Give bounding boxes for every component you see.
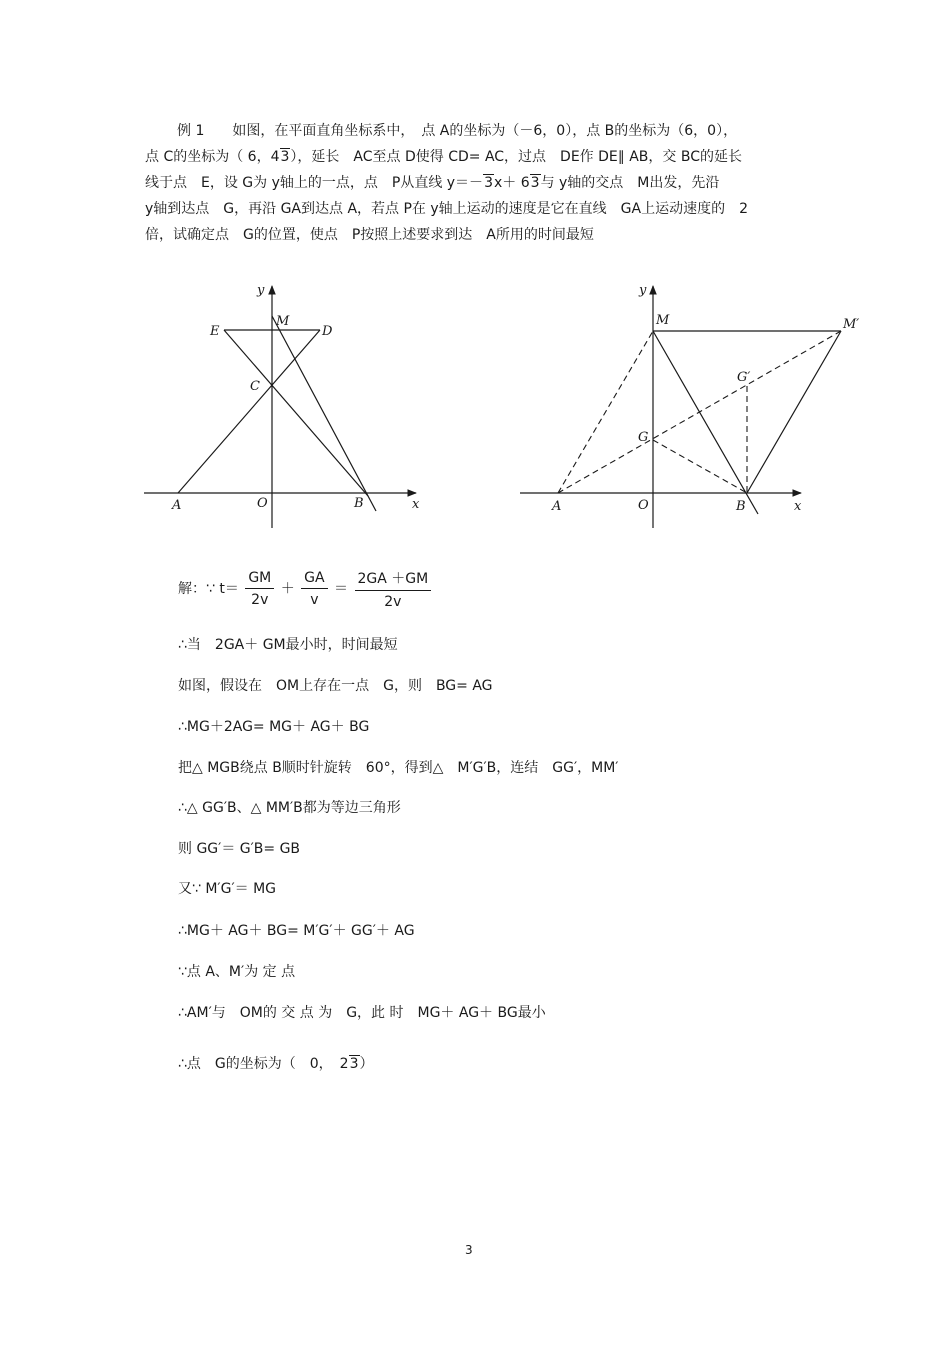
label-Mp: M′	[843, 317, 860, 332]
plus-sign: ＋	[280, 581, 295, 597]
label-B: B	[354, 496, 364, 511]
sqrt-radicand: 3	[349, 1056, 359, 1072]
label-O: O	[257, 496, 268, 511]
dash-AMp	[558, 331, 841, 493]
solution-line-6: ∴△ GG′B、△ MM′B都为等边三角形	[178, 800, 401, 816]
label-C: C	[250, 379, 260, 394]
solution-line-10: ∵点 A、M′为 定 点	[178, 964, 296, 980]
fraction-ga-v: $\frac{GA}{v}$	[301, 570, 327, 608]
label-O: O	[638, 498, 649, 513]
label-y: y	[257, 283, 265, 298]
label-Gp: G′	[737, 370, 751, 385]
label-M: M	[276, 314, 290, 329]
label-D: D	[322, 324, 333, 339]
solution-line-4: ∴MG＋2AG= MG＋ AG＋ BG	[178, 719, 370, 735]
equals-sign: ＝	[334, 581, 349, 597]
line-MB	[272, 316, 376, 511]
label-E: E	[210, 324, 220, 339]
figure-1-svg	[140, 278, 430, 528]
figure-2-svg	[515, 278, 875, 528]
label-y: y	[639, 283, 647, 298]
solution-line-11: ∴AM′与 OM的 交 点 为 G，此 时 MG＋ AG＋ BG最小	[178, 1005, 546, 1021]
solution-line-3: 如图，假设在 OM上存在一点 G，则 BG= AG	[178, 678, 493, 694]
label-x: x	[794, 499, 802, 514]
sqrt-radicand: 3	[484, 175, 493, 191]
solution-prefix: 解：∵ t＝	[178, 581, 239, 597]
solution-line-7: 则 GG′＝ G′B= GB	[178, 841, 301, 857]
figure-2	[515, 278, 875, 528]
problem-line-5: 倍，试确定点 G的位置，使点 P按照上述要求到达 A所用的时间最短	[145, 227, 594, 243]
solution-line-1	[178, 568, 778, 610]
dash-GB	[653, 440, 747, 493]
sqrt-radicand: 3	[530, 175, 540, 191]
page-number: 3	[465, 1243, 473, 1257]
line-AD	[178, 330, 320, 493]
solution-line-2: ∴当 2GA＋ GM最小时，时间最短	[178, 637, 398, 653]
sqrt-radicand: 3	[280, 149, 290, 165]
dash-AM	[558, 331, 653, 493]
line-EB	[224, 330, 368, 496]
problem-statement	[145, 118, 825, 248]
figure-1	[140, 278, 430, 528]
solution-line-9: ∴MG＋ AG＋ BG= M′G′＋ GG′＋ AG	[178, 923, 415, 939]
solution-line-8: 又∵ M′G′＝ MG	[178, 881, 277, 897]
problem-line-2: 点 C的坐标为（ 6，43），延长 AC至点 D使得 CD= AC，过点 DE作 DE∥ AB，交 BC的延长	[145, 149, 742, 165]
fraction-gm-2v: $\frac{GM}{2v}$	[245, 570, 274, 608]
solution-line-5: 把△ MGB绕点 B顺时针旋转 60°，得到△ M′G′B，连结 GG′，MM′	[178, 760, 619, 776]
problem-line-4: y轴到达点 G，再沿 GA到达点 A，若点 P在 y轴上运动的速度是它在直线 GA上运动速度的 2	[145, 201, 748, 217]
problem-line-3: 线于点 E，设 G为 y轴上的一点，点 P从直线 y＝－3x＋ 63与 y轴的交点 M出发，先沿	[145, 175, 720, 191]
line-MpB	[747, 331, 841, 493]
label-A: A	[552, 499, 562, 514]
fraction-sum: $\frac{2GA +GM}{2v}$	[355, 568, 432, 610]
label-G: G	[638, 430, 649, 445]
label-A: A	[172, 498, 182, 513]
label-x: x	[412, 497, 420, 512]
label-B: B	[736, 499, 746, 514]
solution-line-12: ∴点 G的坐标为（ 0， 23）	[178, 1056, 374, 1072]
line-MB	[653, 331, 758, 514]
label-M: M	[656, 313, 670, 328]
problem-line-1: 例 1 如图，在平面直角坐标系中， 点 A的坐标为（－6，0），点 B的坐标为（6，0），	[177, 123, 738, 139]
